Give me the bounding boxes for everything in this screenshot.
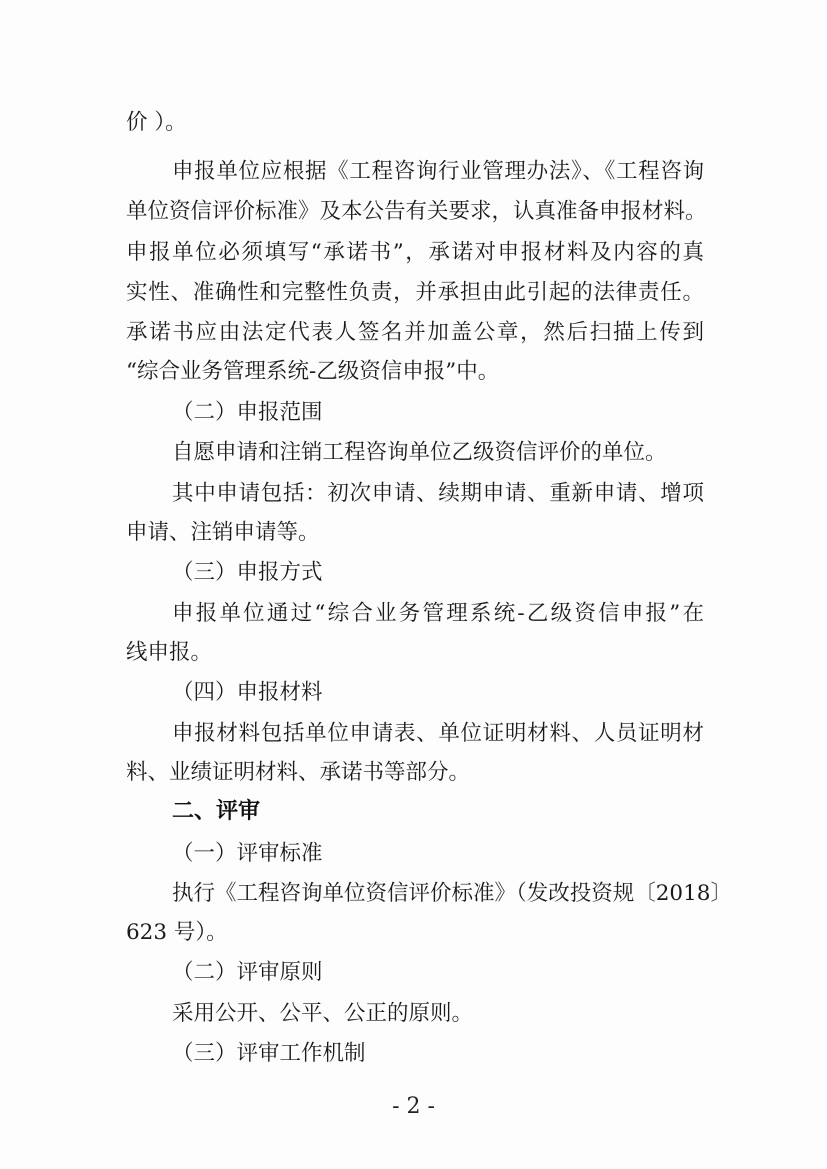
text-line: 623 号）。 (126, 920, 228, 945)
section-heading: （三）评审工作机制 (172, 1041, 366, 1066)
text-line: 申报单位必须填写“承诺书”，承诺对申报材料及内容的真 (126, 240, 704, 265)
text-line: 单位资信评价标准》及本公告有关要求，认真准备申报材料。 (126, 199, 707, 224)
text-line: 申报材料包括单位申请表、单位证明材料、人员证明材 (172, 721, 704, 746)
section-heading: （二）评审原则 (172, 960, 323, 985)
text-line: 申请、注销申请等。 (126, 520, 320, 545)
chapter-heading: 二、评审 (172, 799, 261, 824)
section-heading: （三）申报方式 (172, 560, 323, 585)
text-line: 承诺书应由法定代表人签名并加盖公章，然后扫描上传到 (126, 320, 704, 345)
section-heading: （二）申报范围 (172, 400, 323, 425)
text-line: 申报单位通过“综合业务管理系统-乙级资信申报”在 (172, 601, 704, 626)
text-line: 执行《工程咨询单位资信评价标准》（发改投资规〔2018〕 (172, 881, 732, 906)
text-line: 采用公开、公平、公正的原则。 (172, 1001, 474, 1026)
text-line: 申报单位应根据《工程咨询行业管理办法》、《工程咨询 (172, 159, 704, 184)
page-number: - 2 - (392, 1094, 435, 1119)
text-line: “综合业务管理系统-乙级资信申报”中。 (126, 359, 500, 384)
text-line: 实性、准确性和完整性负责，并承担由此引起的法律责任。 (126, 280, 704, 305)
section-heading: （一）评审标准 (172, 841, 323, 866)
text-line: 价 ）。 (126, 110, 187, 135)
section-heading: （四）申报材料 (172, 680, 323, 705)
text-line: 料、业绩证明材料、承诺书等部分。 (126, 760, 471, 785)
text-line: 其中申请包括：初次申请、续期申请、重新申请、增项 (172, 481, 704, 506)
text-line: 线申报。 (126, 640, 213, 665)
text-line: 自愿申请和注销工程咨询单位乙级资信评价的单位。 (172, 440, 667, 465)
